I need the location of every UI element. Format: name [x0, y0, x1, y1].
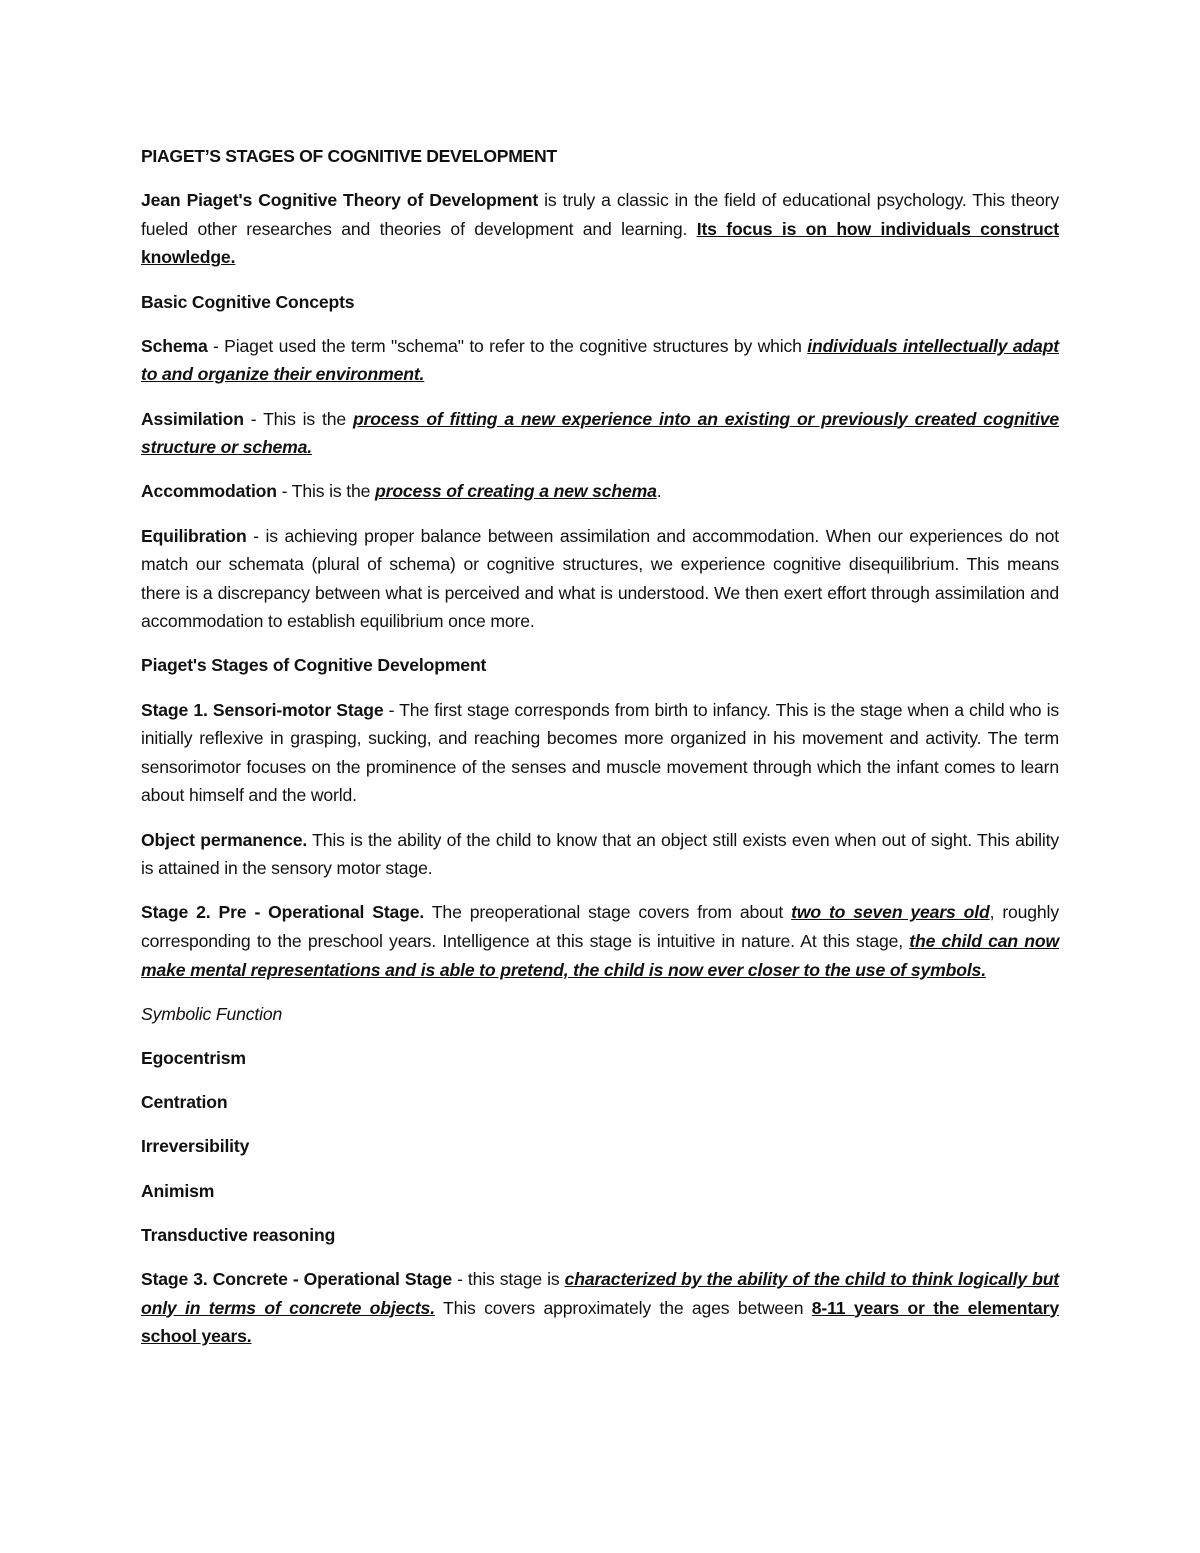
assimilation-paragraph	[141, 405, 1059, 462]
stage1-paragraph	[141, 696, 1059, 810]
symbolic-function-heading: Symbolic Function	[141, 1003, 283, 1024]
schema-paragraph	[141, 332, 1059, 389]
intro-emphasis: Its focus is on how individuals construct knowledge.	[141, 218, 1059, 268]
stage2-paragraph	[141, 898, 1059, 984]
object-permanence-paragraph	[141, 826, 1059, 883]
equilibration-text: - is achieving proper balance between assimilation and accommodation. When our experiences do not match our schemata (plural of schema) or cognitive structures, we experience cognitive disequilibrium. This means there is a discrepancy between what is perceived and what is understood. We then exert effort through assimilation and accommodation to establish equilibrium once more.	[141, 525, 1059, 632]
stage3-emphasis-2: 8-11 years or the elementary school years.	[141, 1297, 1059, 1347]
assimilation-term: Assimilation	[141, 408, 244, 429]
stage3-emphasis-1: characterized by the ability of the child to think logically but only in terms of concrete objects.	[141, 1268, 1059, 1318]
intro-text: is truly a classic in the field of educational psychology. This theory fueled other researches and theories of development and learning.	[141, 190, 1060, 239]
object-permanence-text: This is the ability of the child to know that an object still exists even when out of sight. This ability is attained in the sensory motor stage.	[141, 829, 1059, 879]
transductive-reasoning-heading: Transductive reasoning	[141, 1224, 336, 1245]
stage3-text-2: This covers approximately the ages between	[434, 1297, 812, 1318]
basic-concepts-heading: Basic Cognitive Concepts	[141, 291, 355, 312]
stage2-emphasis-2: the child can now make mental representations and is able to pretend, the child is now ever closer to the use of symbols.	[141, 931, 1059, 980]
intro-term: Jean Piaget's Cognitive Theory of Development	[141, 190, 539, 211]
irreversibility-heading: Irreversibility	[141, 1136, 250, 1157]
stage2-text-1: The preoperational stage covers from about	[424, 902, 792, 923]
stage3-paragraph	[141, 1265, 1059, 1351]
accommodation-emphasis: process of creating a new schema	[375, 481, 657, 502]
object-permanence-term: Object permanence.	[141, 829, 308, 850]
egocentrism-heading: Egocentrism	[141, 1047, 246, 1068]
stage2-emphasis-1: two to seven years old	[791, 902, 990, 923]
document-body	[141, 142, 1059, 1366]
stage1-text: - The first stage corresponds from birth to infancy. This is the stage when a child who is initially reflexive in grasping, sucking, and reaching becomes more organized in his movement and activity. The term sensorimotor focuses on the prominence of the senses and muscle movement through which the infant comes to learn about himself and the world.	[141, 699, 1059, 806]
stages-heading: Piaget's Stages of Cognitive Development	[141, 655, 487, 676]
schema-text: - Piaget used the term "schema" to refer to the cognitive structures by which	[207, 335, 808, 356]
document-title: PIAGET’S STAGES OF COGNITIVE DEVELOPMENT	[141, 146, 557, 166]
assimilation-text: - This is the	[243, 408, 353, 429]
assimilation-emphasis: process of fitting a new experience into an existing or previously created cognitive structure or schema.	[141, 408, 1059, 458]
accommodation-text: - This is the	[276, 481, 376, 502]
equilibration-term: Equilibration	[141, 525, 247, 546]
stage2-term: Stage 2. Pre - Operational Stage.	[141, 902, 425, 923]
schema-term: Schema	[141, 335, 208, 356]
accommodation-term: Accommodation	[141, 481, 277, 502]
equilibration-paragraph	[141, 522, 1059, 636]
intro-paragraph	[141, 186, 1059, 272]
stage1-term: Stage 1. Sensori-motor Stage	[141, 699, 384, 720]
stage3-text-1: - this stage is	[452, 1268, 565, 1289]
stage3-term: Stage 3. Concrete - Operational Stage	[141, 1268, 452, 1289]
accommodation-paragraph	[141, 477, 1059, 506]
animism-heading: Animism	[141, 1180, 215, 1201]
stage2-text-2: , roughly corresponding to the preschool years. Intelligence at this stage is intuitive in nature. At this stage,	[141, 902, 1059, 951]
accommodation-end: .	[656, 481, 662, 502]
centration-heading: Centration	[141, 1092, 228, 1113]
schema-emphasis: individuals intellectually adapt to and organize their environment.	[141, 335, 1059, 385]
